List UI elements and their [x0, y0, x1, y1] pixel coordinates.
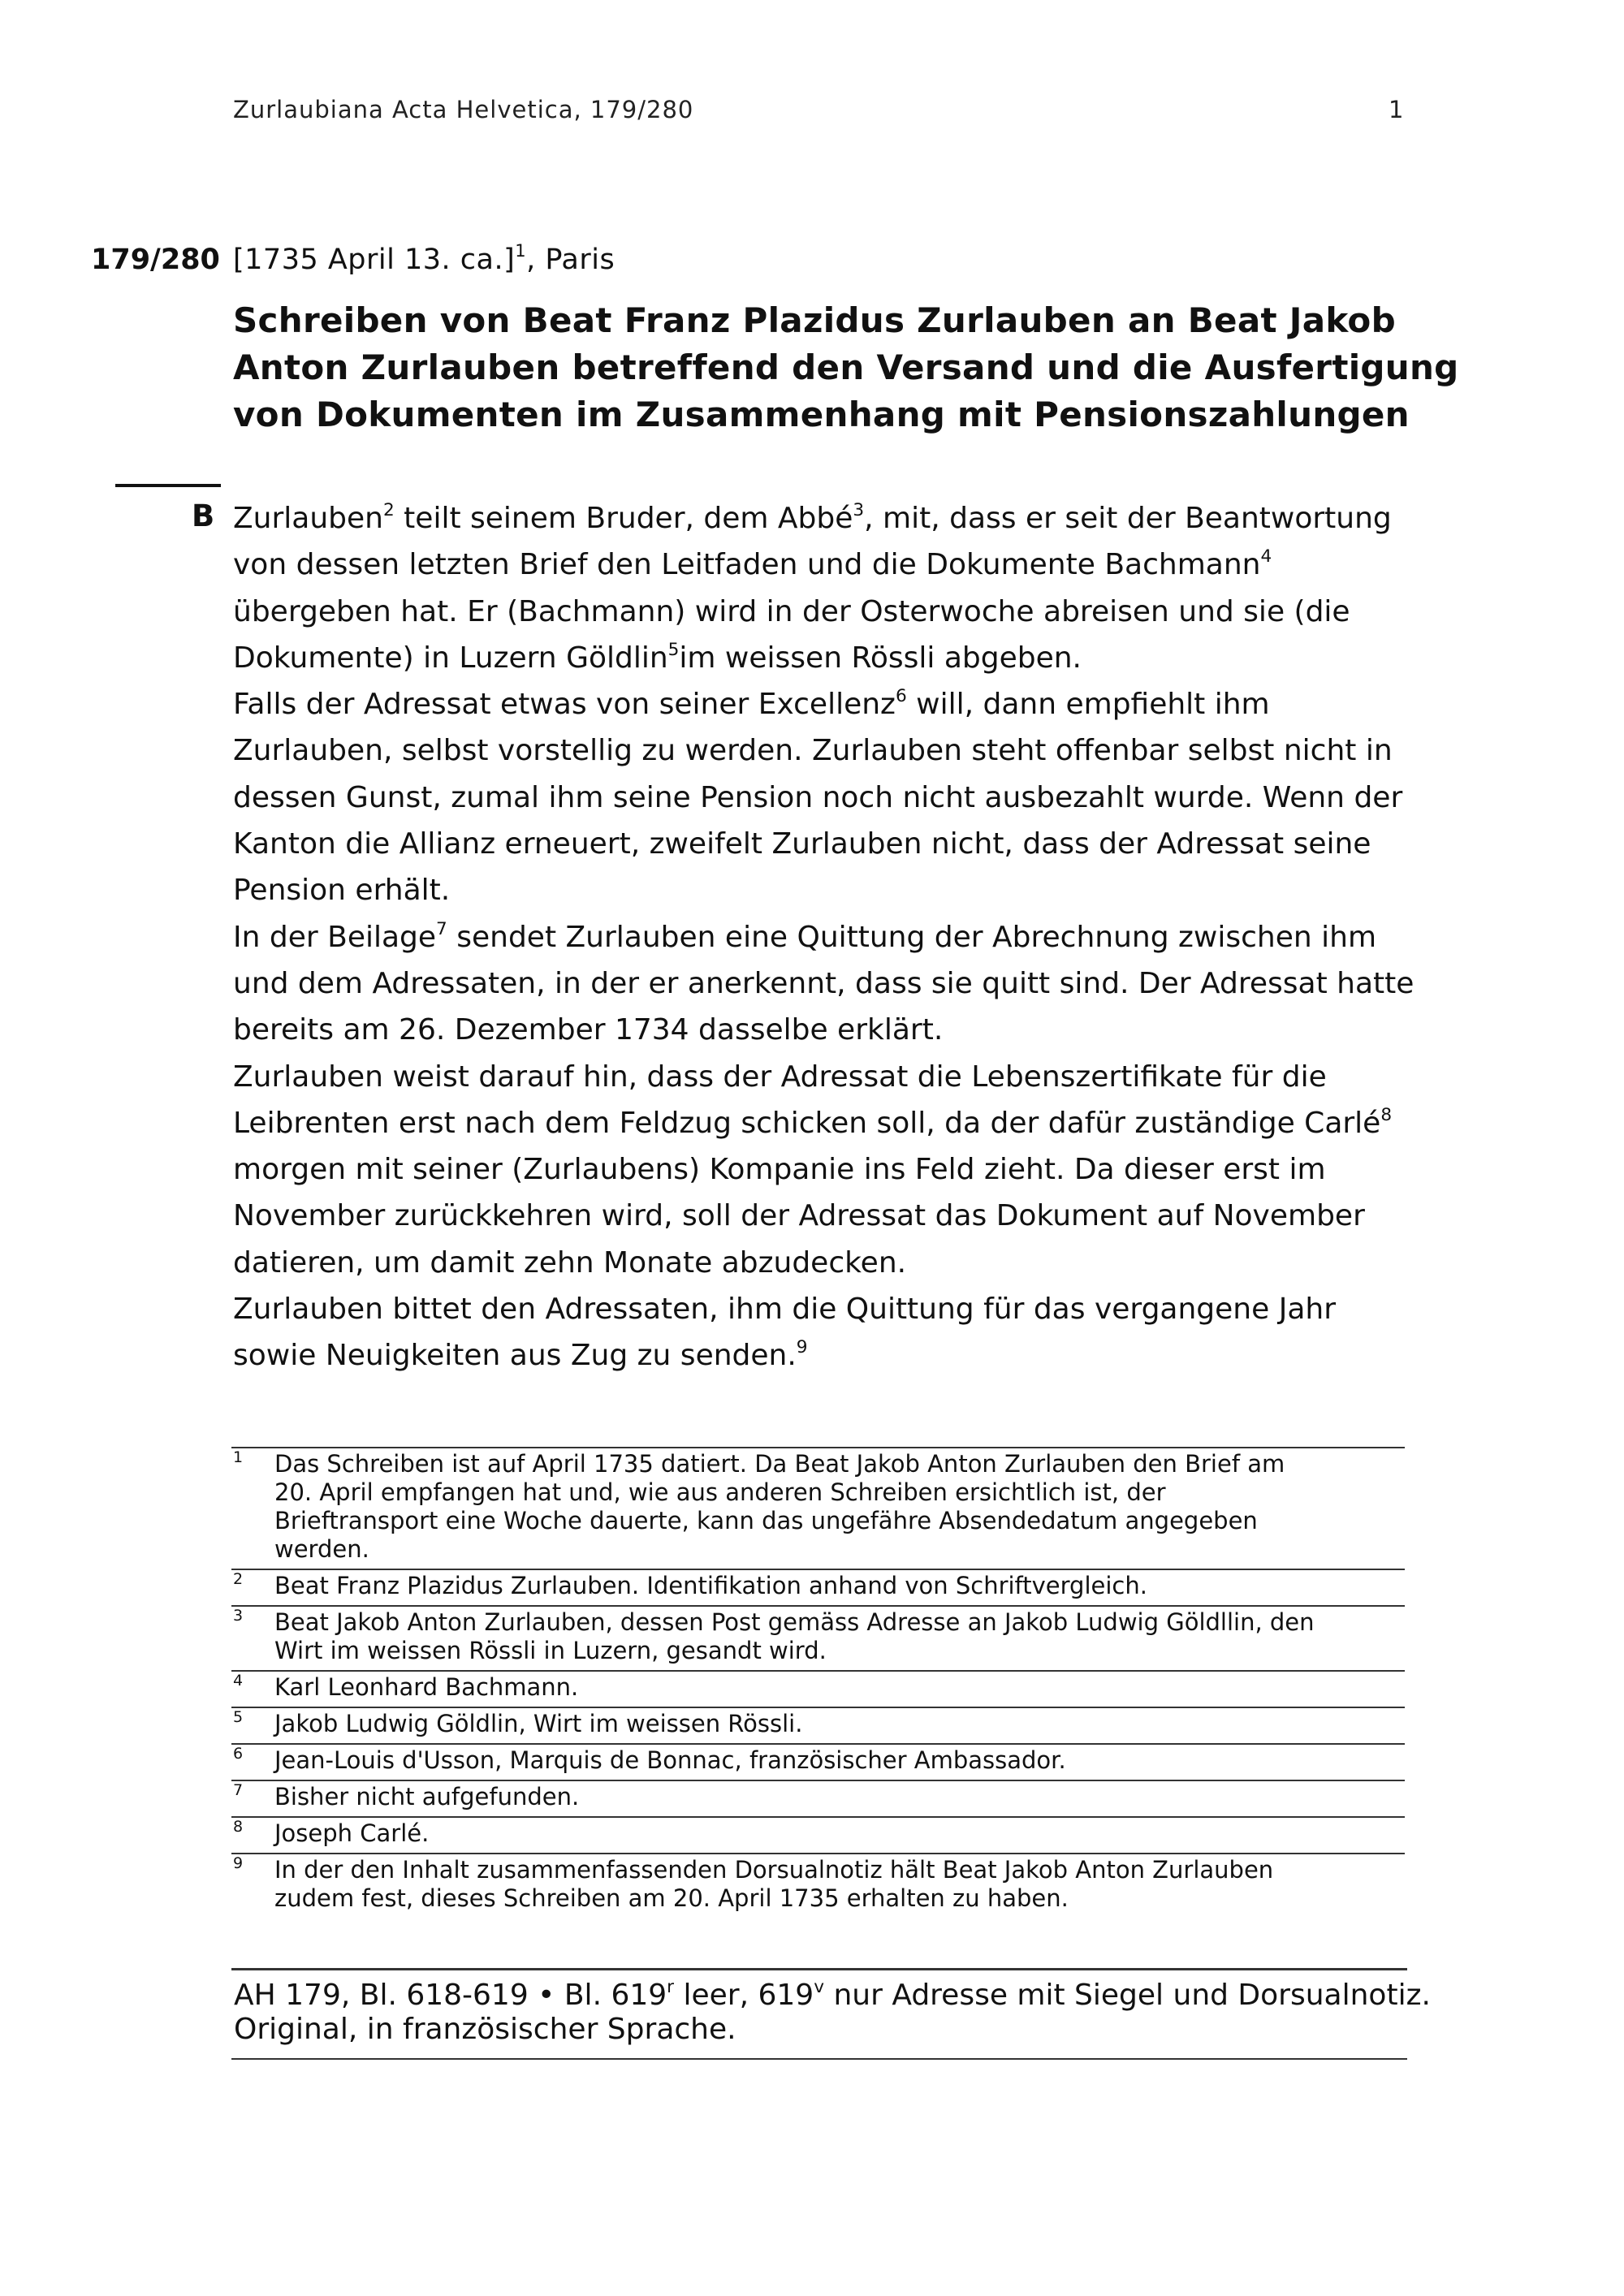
recto-mark: r — [667, 1976, 675, 1997]
abstract-line: und dem Adressaten, in der er anerkennt, dass sie quitt sind. Der Adressat hatte — [233, 966, 1415, 1000]
date-text: [1735 April 13. ca.] — [233, 244, 516, 276]
abstract-line: übergeben hat. Er (Bachmann) wird in der Osterwoche abreisen und sie (die — [233, 594, 1350, 628]
text: teilt seinem Bruder, dem Abbé — [394, 502, 853, 535]
footnote-ref[interactable]: 1 — [515, 241, 527, 261]
abstract-line: morgen mit seiner (Zurlaubens) Kompanie ins Feld zieht. Da dieser erst im — [233, 1153, 1326, 1187]
abstract-line — [233, 635, 1419, 681]
document-date — [233, 241, 615, 276]
section-marker: B — [192, 498, 215, 533]
abstract-line: Zurlauben weist darauf hin, dass der Adressat die Lebenszertifikate für die — [233, 1060, 1327, 1094]
footnote-text — [274, 1856, 1405, 1913]
text: im weissen Rössli abgeben. — [679, 641, 1082, 675]
footnote-line: Jakob Ludwig Göldlin, Wirt im weissen Rössli. — [274, 1710, 803, 1737]
footnote-text — [274, 1746, 1405, 1775]
abstract-line — [233, 914, 1419, 960]
footnote-text — [274, 1783, 1405, 1811]
abstract-line: Pension erhält. — [233, 874, 451, 908]
footnote — [231, 1569, 1405, 1605]
abstract-line — [233, 1100, 1419, 1146]
abstract-line: Zurlauben, selbst vorstellig zu werden. Zurlauben steht offenbar selbst nicht in — [233, 734, 1393, 768]
footnote — [231, 1670, 1405, 1707]
footnote — [231, 1780, 1405, 1816]
footnote-line: zudem fest, dieses Schreiben am 20. April 1735 erhalten zu haben. — [274, 1884, 1069, 1912]
section-divider — [115, 484, 221, 487]
abstract-line: dessen Gunst, zumal ihm seine Pension noch nicht ausbezahlt wurde. Wenn der — [233, 780, 1403, 814]
verso-mark: v — [814, 1976, 824, 1997]
footnote-ref[interactable]: 6 — [895, 686, 907, 707]
text: Dokumente) in Luzern Göldlin — [233, 641, 668, 675]
footnote-text — [274, 1572, 1405, 1600]
source-reference — [231, 1968, 1431, 2060]
footnote-ref[interactable]: 2 — [382, 499, 395, 520]
text: Falls der Adressat etwas von seiner Excellenz — [233, 688, 896, 722]
footnote — [231, 1816, 1405, 1853]
footnote-text — [274, 1819, 1405, 1848]
footnote-line: Karl Leonhard Bachmann. — [274, 1673, 579, 1701]
document-number: 179/280 — [91, 244, 220, 276]
source-line: Original, in französischer Sprache. — [234, 2013, 736, 2046]
footnote-number: 3 — [233, 1607, 244, 1625]
footnote-number: 2 — [233, 1570, 244, 1588]
footnote-ref[interactable]: 9 — [796, 1337, 808, 1358]
abstract-line — [233, 681, 1419, 727]
footnote-ref[interactable]: 8 — [1380, 1104, 1393, 1125]
abstract-line: Kanton die Allianz erneuert, zweifelt Zurlauben nicht, dass der Adressat seine — [233, 827, 1371, 861]
footnote-ref[interactable]: 3 — [853, 499, 865, 520]
text: , mit, dass er seit der Beantwortung — [864, 502, 1392, 535]
footnote-line: Joseph Carlé. — [274, 1819, 430, 1847]
text: Leibrenten erst nach dem Feldzug schicken soll, da der dafür zuständige Carlé — [233, 1106, 1381, 1140]
running-head: Zurlaubiana Acta Helvetica, 179/280 — [233, 96, 694, 123]
abstract-line: Zurlauben bittet den Adressaten, ihm die Quittung für das vergangene Jahr — [233, 1293, 1336, 1327]
text: Zurlauben — [233, 502, 383, 535]
footnote-line: 20. April empfangen hat und, wie aus anderen Schreiben ersichtlich ist, der — [274, 1478, 1166, 1506]
text: will, dann empfiehlt ihm — [906, 688, 1270, 722]
abstract-line — [233, 542, 1419, 588]
footnote-number: 9 — [233, 1854, 244, 1872]
text: von dessen letzten Brief den Leitfaden und die Dokumente Bachmann — [233, 548, 1261, 582]
abstract-line: datieren, um damit zehn Monate abzudecken. — [233, 1245, 907, 1280]
date-place: , Paris — [526, 244, 615, 276]
footnote-number: 5 — [233, 1708, 244, 1726]
footnote-text — [274, 1450, 1405, 1564]
source-line — [234, 1976, 1431, 2013]
title-line: Schreiben von Beat Franz Plazidus Zurlauben an Beat Jakob — [233, 300, 1396, 340]
text: AH 179, Bl. 618-619 • Bl. 619 — [234, 1979, 667, 2012]
footnote-ref[interactable]: 4 — [1260, 546, 1272, 568]
abstract-line: bereits am 26. Dezember 1734 dasselbe erklärt. — [233, 1013, 944, 1047]
text: In der Beilage — [233, 920, 437, 954]
footnote-text — [274, 1673, 1405, 1702]
footnote — [231, 1605, 1405, 1670]
footnote-line: Das Schreiben ist auf April 1735 datiert. Da Beat Jakob Anton Zurlauben den Brief am — [274, 1450, 1285, 1478]
footnote — [231, 1447, 1405, 1569]
abstract-line — [233, 495, 1419, 542]
footnote-line: Bisher nicht aufgefunden. — [274, 1783, 580, 1810]
footnote-number: 4 — [233, 1672, 244, 1690]
footnote-number: 8 — [233, 1818, 244, 1836]
document-title — [233, 297, 1459, 438]
footnote — [231, 1853, 1405, 1918]
title-line: Anton Zurlauben betreffend den Versand und die Ausfertigung — [233, 347, 1459, 387]
footnote-number: 7 — [233, 1781, 244, 1799]
footnote-text — [274, 1710, 1405, 1738]
footnote — [231, 1743, 1405, 1780]
page-number: 1 — [1389, 96, 1404, 123]
footnote-number: 6 — [233, 1745, 244, 1763]
footnote-line: Brieftransport eine Woche dauerte, kann das ungefähre Absendedatum angegeben — [274, 1507, 1258, 1534]
footnote-line: Wirt im weissen Rössli in Luzern, gesandt wird. — [274, 1637, 827, 1664]
footnote-line: In der den Inhalt zusammenfassenden Dorsualnotiz hält Beat Jakob Anton Zurlauben — [274, 1856, 1274, 1884]
footnote-line: Jean-Louis d'Usson, Marquis de Bonnac, französischer Ambassador. — [274, 1746, 1066, 1774]
footnote-text — [274, 1608, 1405, 1665]
footnote-line: werden. — [274, 1535, 369, 1563]
footnote-number: 1 — [233, 1448, 244, 1466]
text: leer, 619 — [674, 1979, 814, 2012]
title-line: von Dokumenten im Zusammenhang mit Pensionszahlungen — [233, 395, 1410, 434]
footnote — [231, 1707, 1405, 1743]
footnote-line: Beat Franz Plazidus Zurlauben. Identifikation anhand von Schriftvergleich. — [274, 1572, 1147, 1599]
footnote-line: Beat Jakob Anton Zurlauben, dessen Post gemäss Adresse an Jakob Ludwig Göldllin, den — [274, 1608, 1315, 1636]
text: nur Adresse mit Siegel und Dorsualnotiz. — [824, 1979, 1431, 2012]
text: sowie Neuigkeiten aus Zug zu senden. — [233, 1339, 797, 1373]
footnotes — [231, 1447, 1405, 1918]
abstract-line — [233, 1332, 1419, 1379]
abstract-line: November zurückkehren wird, soll der Adressat das Dokument auf November — [233, 1199, 1365, 1233]
abstract — [233, 495, 1419, 1379]
footnote-ref[interactable]: 7 — [436, 918, 447, 939]
text: sendet Zurlauben eine Quittung der Abrechnung zwischen ihm — [447, 920, 1377, 954]
footnote-ref[interactable]: 5 — [667, 639, 680, 660]
